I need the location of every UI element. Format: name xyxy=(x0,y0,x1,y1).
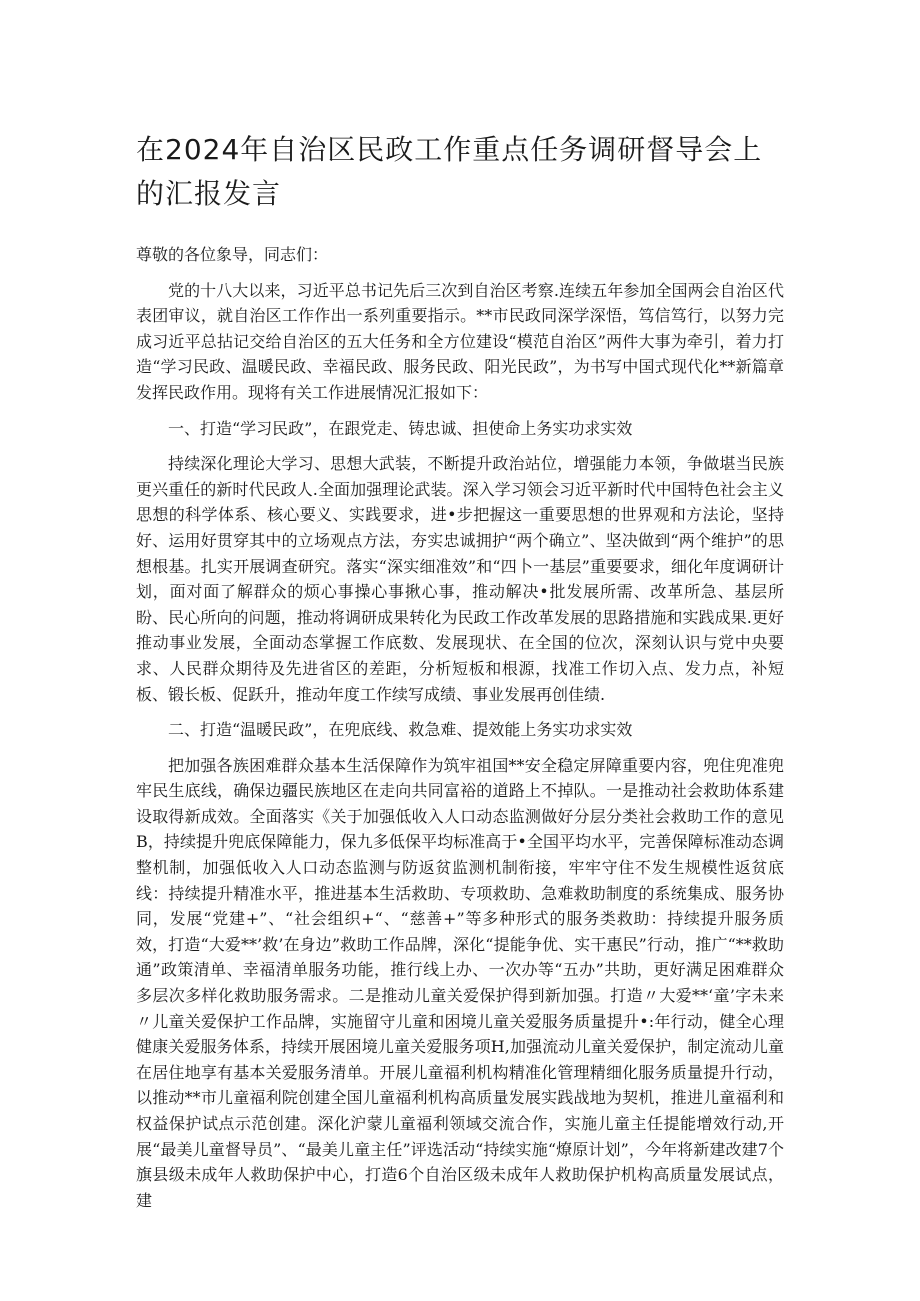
intro-paragraph: 党的十八大以来，习近平总书记先后三次到自治区考察.连续五年参加全国两会自治区代表团审议，就自治区工作作出一系列重要指示。**市民政同深学深悟，笃信笃行，以努力完成习近平总拈记交给自治区的五大任务和全方位建设“模范自治区”两件大事为牵引，着力打造“学习民政、温暖民政、幸福民政、服务民政、阳光民政”，为书写中国式现代化**新篇章发挥民政作用。现将有关工作进展情况汇报如下： xyxy=(136,280,784,402)
section-1-paragraph: 持续深化理论大学习、思想大武装，不断提升政治站位，增强能力本领，争做堪当民族更兴重任的新时代民政人.全面加强理论武装。深入学习领会习近平新时代中国特色社会主义思想的科学体系、核心要义、实践要求，进•步把握这一重要思想的世界观和方法论，坚持好、运用好贯穿其中的立场观点方法，夯实忠诚拥护“两个确立”、坚决做到“两个维护”的思想根基。扎实开展调查研究。落实“深实细准效”和“四卜一基层”重要要求，细化年度调研计划，面对面了解群众的烦心事操心事揪心事，推动解决•批发展所需、改革所急、基层所盼、民心所向的问题，推动将调研成果转化为民政工作改革发展的思路措施和实践成果.更好推动事业发展，全面动态掌握工作底数、发展现状、在全国的位次，深刻认识与党中央要求、人民群众期待及先进省区的差距，分析短板和根源，找准工作切入点、发力点，补短板、锻长板、促跃升，推动年度工作续写成绩、事业发展再创佳绩. xyxy=(136,454,784,704)
section-heading-2: 二、打造“温暖民政”，在兜底线、救急难、提效能上务实功求实效 xyxy=(168,720,633,740)
section-2-paragraph: 把加强各族困难群众基本生活保障作为筑牢祖国**安全稳定屏障重要内容，兜住兜准兜牢民生底线，确保边疆民族地区在走向共同富裕的道路上不掉队。一是推动社会救助体系建设取得新成效。全面落实《关于加强低收入人口动态监测做好分层分类社会救助工作的意见B，持续提升兜底保障能力，保九多低保平均标准高于•全国平均水平，完善保障标准动态调整机制，加强低收入人口动态监测与防返贫监测机制衔接，牢牢守住不发生规模性返贫底线：持续提升精准水平，推进基本生活救助、专项救助、急难救助制度的系统集成、服务协同，发展“党建+”、“社会组织+“、“慈善+”等多种形式的服务类救助：持续提升服务质效，打造“大爱**’救’在身边”救助工作品牌，深化“提能争优、实干惠民”行动，推广“**救助通”政策清单、幸福清单服务功能，推行线上办、一次办等“五办”共助，更好满足困难群众多层次多样化救助服务需求。二是推动儿童关爱保护得到新加强。打造〃大爱**‘童’字未来〃儿童关爱保护工作品牌，实施留守儿童和困境儿童关爱服务质量提升•:年行动，健全心理健康关爱服务体系，持续开展困境儿童关爱服务项H,加强流动儿童关爱保护，制定流动儿童在居住地享有基本关爱服务清单。开展儿童福利机构精准化管理精细化服务质量提升行动，以推动**市儿童福利院创建全国儿童福利机构高质量发展实践战地为契机，推进儿童福利和权益保护试点示范创建。深化沪蒙儿童福利领域交流合作，实施儿童主任提能增效行动,开展“最美儿童督导员”、“最美儿童主任”评选活动“持续实施“燎原计划”，今年将新建改建7个旗县级未成年人救助保护中心，打造6个自治区级未成年人救助保护机构高质量发展试点，建 xyxy=(136,755,784,1210)
salutation: 尊敬的各位象导，同志们： xyxy=(136,245,329,264)
section-heading-1: 一、打造“学习民政”，在跟党走、铸忠诚、担使命上务实功求实效 xyxy=(168,418,633,438)
document-title: 在2024年自治区民政工作重点任务调研督导会上的汇报发言 xyxy=(136,133,763,210)
